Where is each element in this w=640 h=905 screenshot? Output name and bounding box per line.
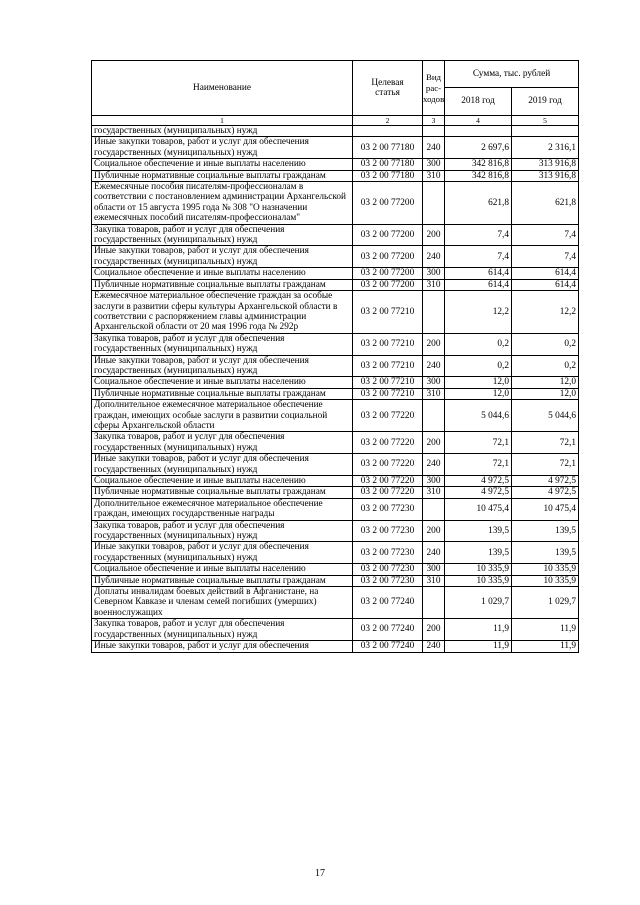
- column-index: 1: [92, 116, 353, 126]
- row-target-code: 03 2 00 77210: [353, 333, 423, 355]
- row-expense-type: 200: [423, 619, 445, 641]
- row-name: Дополнительное ежемесячное материальное обеспечение граждан, имеющих особые заслуги в развитии социальной сферы Архангельской области: [92, 400, 353, 432]
- table-row: [92, 159, 579, 170]
- row-value-2018: 1 029,7: [445, 587, 512, 619]
- column-index-row: [92, 116, 579, 126]
- row-name: Социальное обеспечение и иные выплаты населению: [92, 377, 353, 388]
- row-name: Закупка товаров, работ и услуг для обеспечения государственных (муниципальных) нужд: [92, 619, 353, 641]
- row-value-2019: 7,4: [512, 246, 579, 268]
- row-expense-type: 200: [423, 520, 445, 542]
- row-value-2018: 11,9: [445, 619, 512, 641]
- row-value-2018: 10 335,9: [445, 564, 512, 575]
- table-row: [92, 476, 579, 487]
- row-target-code: [353, 126, 423, 137]
- table-row: [92, 542, 579, 564]
- row-value-2018: 12,0: [445, 377, 512, 388]
- row-name: Публичные нормативные социальные выплаты гражданам: [92, 487, 353, 498]
- table-row: [92, 333, 579, 355]
- row-target-code: 03 2 00 77200: [353, 224, 423, 246]
- row-target-code: 03 2 00 77200: [353, 182, 423, 225]
- table-row: [92, 432, 579, 454]
- row-expense-type: [423, 498, 445, 520]
- table-row: [92, 564, 579, 575]
- row-target-code: 03 2 00 77180: [353, 137, 423, 159]
- header-target: Целевая статья: [353, 61, 423, 116]
- header-type: Вид рас-ходов: [423, 61, 445, 116]
- row-name: Социальное обеспечение и иные выплаты населению: [92, 564, 353, 575]
- header-name: Наименование: [92, 61, 353, 116]
- row-name: Ежемесячные пособия писателям-профессионалам в соответствии с постановлением администрации Архангельской области от 15 августа 1995 года № 308 "О назначении ежемесячных пособий писателям-профессионалам": [92, 182, 353, 225]
- row-target-code: 03 2 00 77210: [353, 355, 423, 377]
- row-target-code: 03 2 00 77200: [353, 246, 423, 268]
- row-value-2018: 614,4: [445, 268, 512, 279]
- row-target-code: 03 2 00 77230: [353, 520, 423, 542]
- row-target-code: 03 2 00 77240: [353, 619, 423, 641]
- row-expense-type: 240: [423, 542, 445, 564]
- row-target-code: 03 2 00 77200: [353, 268, 423, 279]
- row-value-2018: 4 972,5: [445, 487, 512, 498]
- row-expense-type: 310: [423, 487, 445, 498]
- row-expense-type: [423, 400, 445, 432]
- row-name: Иные закупки товаров, работ и услуг для обеспечения государственных (муниципальных) нужд: [92, 454, 353, 476]
- row-value-2018: 139,5: [445, 520, 512, 542]
- row-expense-type: 240: [423, 454, 445, 476]
- row-target-code: 03 2 00 77220: [353, 487, 423, 498]
- row-value-2019: 7,4: [512, 224, 579, 246]
- table-row: [92, 137, 579, 159]
- row-value-2019: 139,5: [512, 520, 579, 542]
- table-row: [92, 400, 579, 432]
- row-target-code: 03 2 00 77230: [353, 498, 423, 520]
- row-value-2018: 12,0: [445, 388, 512, 399]
- table-row: [92, 268, 579, 279]
- row-target-code: 03 2 00 77220: [353, 400, 423, 432]
- row-value-2018: 7,4: [445, 224, 512, 246]
- row-name: Публичные нормативные социальные выплаты гражданам: [92, 388, 353, 399]
- row-expense-type: 240: [423, 137, 445, 159]
- table-row: [92, 355, 579, 377]
- table-row: [92, 246, 579, 268]
- row-value-2018: 12,2: [445, 291, 512, 334]
- table-row: [92, 520, 579, 542]
- row-value-2018: 139,5: [445, 542, 512, 564]
- row-value-2018: 614,4: [445, 279, 512, 290]
- row-expense-type: 310: [423, 575, 445, 586]
- page-number: 17: [315, 868, 325, 879]
- row-expense-type: 300: [423, 268, 445, 279]
- table-body: [92, 126, 579, 653]
- row-target-code: 03 2 00 77200: [353, 279, 423, 290]
- row-name: Доплаты инвалидам боевых действий в Афганистане, на Северном Кавказе и членам семей погибших (умерших) военнослужащих: [92, 587, 353, 619]
- row-value-2019: 4 972,5: [512, 487, 579, 498]
- row-value-2019: 313 916,8: [512, 170, 579, 181]
- row-expense-type: 240: [423, 355, 445, 377]
- row-name: Закупка товаров, работ и услуг для обеспечения государственных (муниципальных) нужд: [92, 224, 353, 246]
- column-index: 3: [423, 116, 445, 126]
- row-value-2019: 0,2: [512, 333, 579, 355]
- row-value-2018: 621,8: [445, 182, 512, 225]
- row-name: Закупка товаров, работ и услуг для обеспечения государственных (муниципальных) нужд: [92, 520, 353, 542]
- row-name: Социальное обеспечение и иные выплаты населению: [92, 476, 353, 487]
- row-name: государственных (муниципальных) нужд: [92, 126, 353, 137]
- row-expense-type: 310: [423, 388, 445, 399]
- header-2019: 2019 год: [512, 88, 579, 116]
- row-value-2019: 139,5: [512, 542, 579, 564]
- table-row: [92, 498, 579, 520]
- row-target-code: 03 2 00 77180: [353, 170, 423, 181]
- row-name: Публичные нормативные социальные выплаты гражданам: [92, 279, 353, 290]
- row-target-code: 03 2 00 77180: [353, 159, 423, 170]
- row-value-2019: 11,9: [512, 641, 579, 652]
- row-value-2019: 313 916,8: [512, 159, 579, 170]
- row-expense-type: 240: [423, 641, 445, 652]
- row-value-2019: 11,9: [512, 619, 579, 641]
- row-name: Иные закупки товаров, работ и услуг для обеспечения государственных (муниципальных) нужд: [92, 137, 353, 159]
- row-value-2018: 5 044,6: [445, 400, 512, 432]
- row-value-2018: 342 816,8: [445, 170, 512, 181]
- budget-table: [91, 60, 579, 653]
- row-expense-type: [423, 587, 445, 619]
- table-row: [92, 377, 579, 388]
- row-value-2019: 10 475,4: [512, 498, 579, 520]
- row-value-2019: 614,4: [512, 279, 579, 290]
- row-expense-type: 310: [423, 170, 445, 181]
- row-expense-type: 200: [423, 432, 445, 454]
- row-value-2019: 12,0: [512, 377, 579, 388]
- row-value-2019: 4 972,5: [512, 476, 579, 487]
- column-index: 2: [353, 116, 423, 126]
- row-value-2018: 4 972,5: [445, 476, 512, 487]
- row-target-code: 03 2 00 77230: [353, 542, 423, 564]
- table-row: [92, 182, 579, 225]
- table-row: [92, 641, 579, 652]
- row-target-code: 03 2 00 77220: [353, 432, 423, 454]
- row-expense-type: 240: [423, 246, 445, 268]
- table-header: [92, 61, 579, 126]
- table-row: [92, 388, 579, 399]
- row-name: Иные закупки товаров, работ и услуг для обеспечения государственных (муниципальных) нужд: [92, 355, 353, 377]
- table-row: [92, 619, 579, 641]
- table-row: [92, 224, 579, 246]
- row-value-2019: 2 316,1: [512, 137, 579, 159]
- row-name: Социальное обеспечение и иные выплаты населению: [92, 159, 353, 170]
- row-expense-type: [423, 182, 445, 225]
- column-index: 4: [445, 116, 512, 126]
- row-target-code: 03 2 00 77220: [353, 476, 423, 487]
- row-value-2018: 7,4: [445, 246, 512, 268]
- row-expense-type: 300: [423, 564, 445, 575]
- row-value-2018: 342 816,8: [445, 159, 512, 170]
- row-value-2019: 614,4: [512, 268, 579, 279]
- table-row: [92, 279, 579, 290]
- row-value-2019: 1 029,7: [512, 587, 579, 619]
- row-target-code: 03 2 00 77240: [353, 587, 423, 619]
- row-value-2019: 10 335,9: [512, 575, 579, 586]
- row-expense-type: 200: [423, 333, 445, 355]
- row-target-code: 03 2 00 77230: [353, 564, 423, 575]
- row-value-2018: 0,2: [445, 333, 512, 355]
- row-name: Публичные нормативные социальные выплаты гражданам: [92, 575, 353, 586]
- row-value-2018: 11,9: [445, 641, 512, 652]
- row-target-code: 03 2 00 77230: [353, 575, 423, 586]
- row-value-2018: 10 335,9: [445, 575, 512, 586]
- row-value-2019: 72,1: [512, 432, 579, 454]
- row-value-2018: 10 475,4: [445, 498, 512, 520]
- row-value-2019: 72,1: [512, 454, 579, 476]
- row-value-2019: 12,2: [512, 291, 579, 334]
- row-name: Иные закупки товаров, работ и услуг для обеспечения: [92, 641, 353, 652]
- table-row: [92, 487, 579, 498]
- row-value-2018: 72,1: [445, 454, 512, 476]
- row-value-2019: 0,2: [512, 355, 579, 377]
- table-row: [92, 291, 579, 334]
- row-name: Закупка товаров, работ и услуг для обеспечения государственных (муниципальных) нужд: [92, 333, 353, 355]
- row-name: Социальное обеспечение и иные выплаты населению: [92, 268, 353, 279]
- row-expense-type: [423, 126, 445, 137]
- header-sum: Сумма, тыс. рублей: [445, 61, 579, 88]
- row-name: Дополнительное ежемесячное материальное обеспечение граждан, имеющих государственные награды: [92, 498, 353, 520]
- row-name: Публичные нормативные социальные выплаты гражданам: [92, 170, 353, 181]
- row-expense-type: 200: [423, 224, 445, 246]
- table-row: [92, 170, 579, 181]
- row-target-code: 03 2 00 77240: [353, 641, 423, 652]
- row-value-2019: 621,8: [512, 182, 579, 225]
- row-value-2018: 0,2: [445, 355, 512, 377]
- row-target-code: 03 2 00 77220: [353, 454, 423, 476]
- row-value-2018: [445, 126, 512, 137]
- row-target-code: 03 2 00 77210: [353, 291, 423, 334]
- header-2018: 2018 год: [445, 88, 512, 116]
- table-row: [92, 454, 579, 476]
- row-value-2019: [512, 126, 579, 137]
- row-expense-type: 300: [423, 377, 445, 388]
- row-value-2018: 2 697,6: [445, 137, 512, 159]
- row-value-2019: 5 044,6: [512, 400, 579, 432]
- row-name: Иные закупки товаров, работ и услуг для обеспечения государственных (муниципальных) нужд: [92, 246, 353, 268]
- row-value-2018: 72,1: [445, 432, 512, 454]
- row-name: Ежемесячное материальное обеспечение граждан за особые заслуги в развитии сферы культуры Архангельской области в соответствии с распоряжением главы администрации Архангельской области от 20 мая 1996 года № 292р: [92, 291, 353, 334]
- table-row: [92, 587, 579, 619]
- row-expense-type: [423, 291, 445, 334]
- row-value-2019: 12,0: [512, 388, 579, 399]
- row-expense-type: 300: [423, 159, 445, 170]
- column-index: 5: [512, 116, 579, 126]
- row-expense-type: 300: [423, 476, 445, 487]
- row-expense-type: 310: [423, 279, 445, 290]
- table-row: [92, 575, 579, 586]
- table-row: [92, 126, 579, 137]
- row-target-code: 03 2 00 77210: [353, 388, 423, 399]
- row-value-2019: 10 335,9: [512, 564, 579, 575]
- row-name: Закупка товаров, работ и услуг для обеспечения государственных (муниципальных) нужд: [92, 432, 353, 454]
- row-target-code: 03 2 00 77210: [353, 377, 423, 388]
- row-name: Иные закупки товаров, работ и услуг для обеспечения государственных (муниципальных) нужд: [92, 542, 353, 564]
